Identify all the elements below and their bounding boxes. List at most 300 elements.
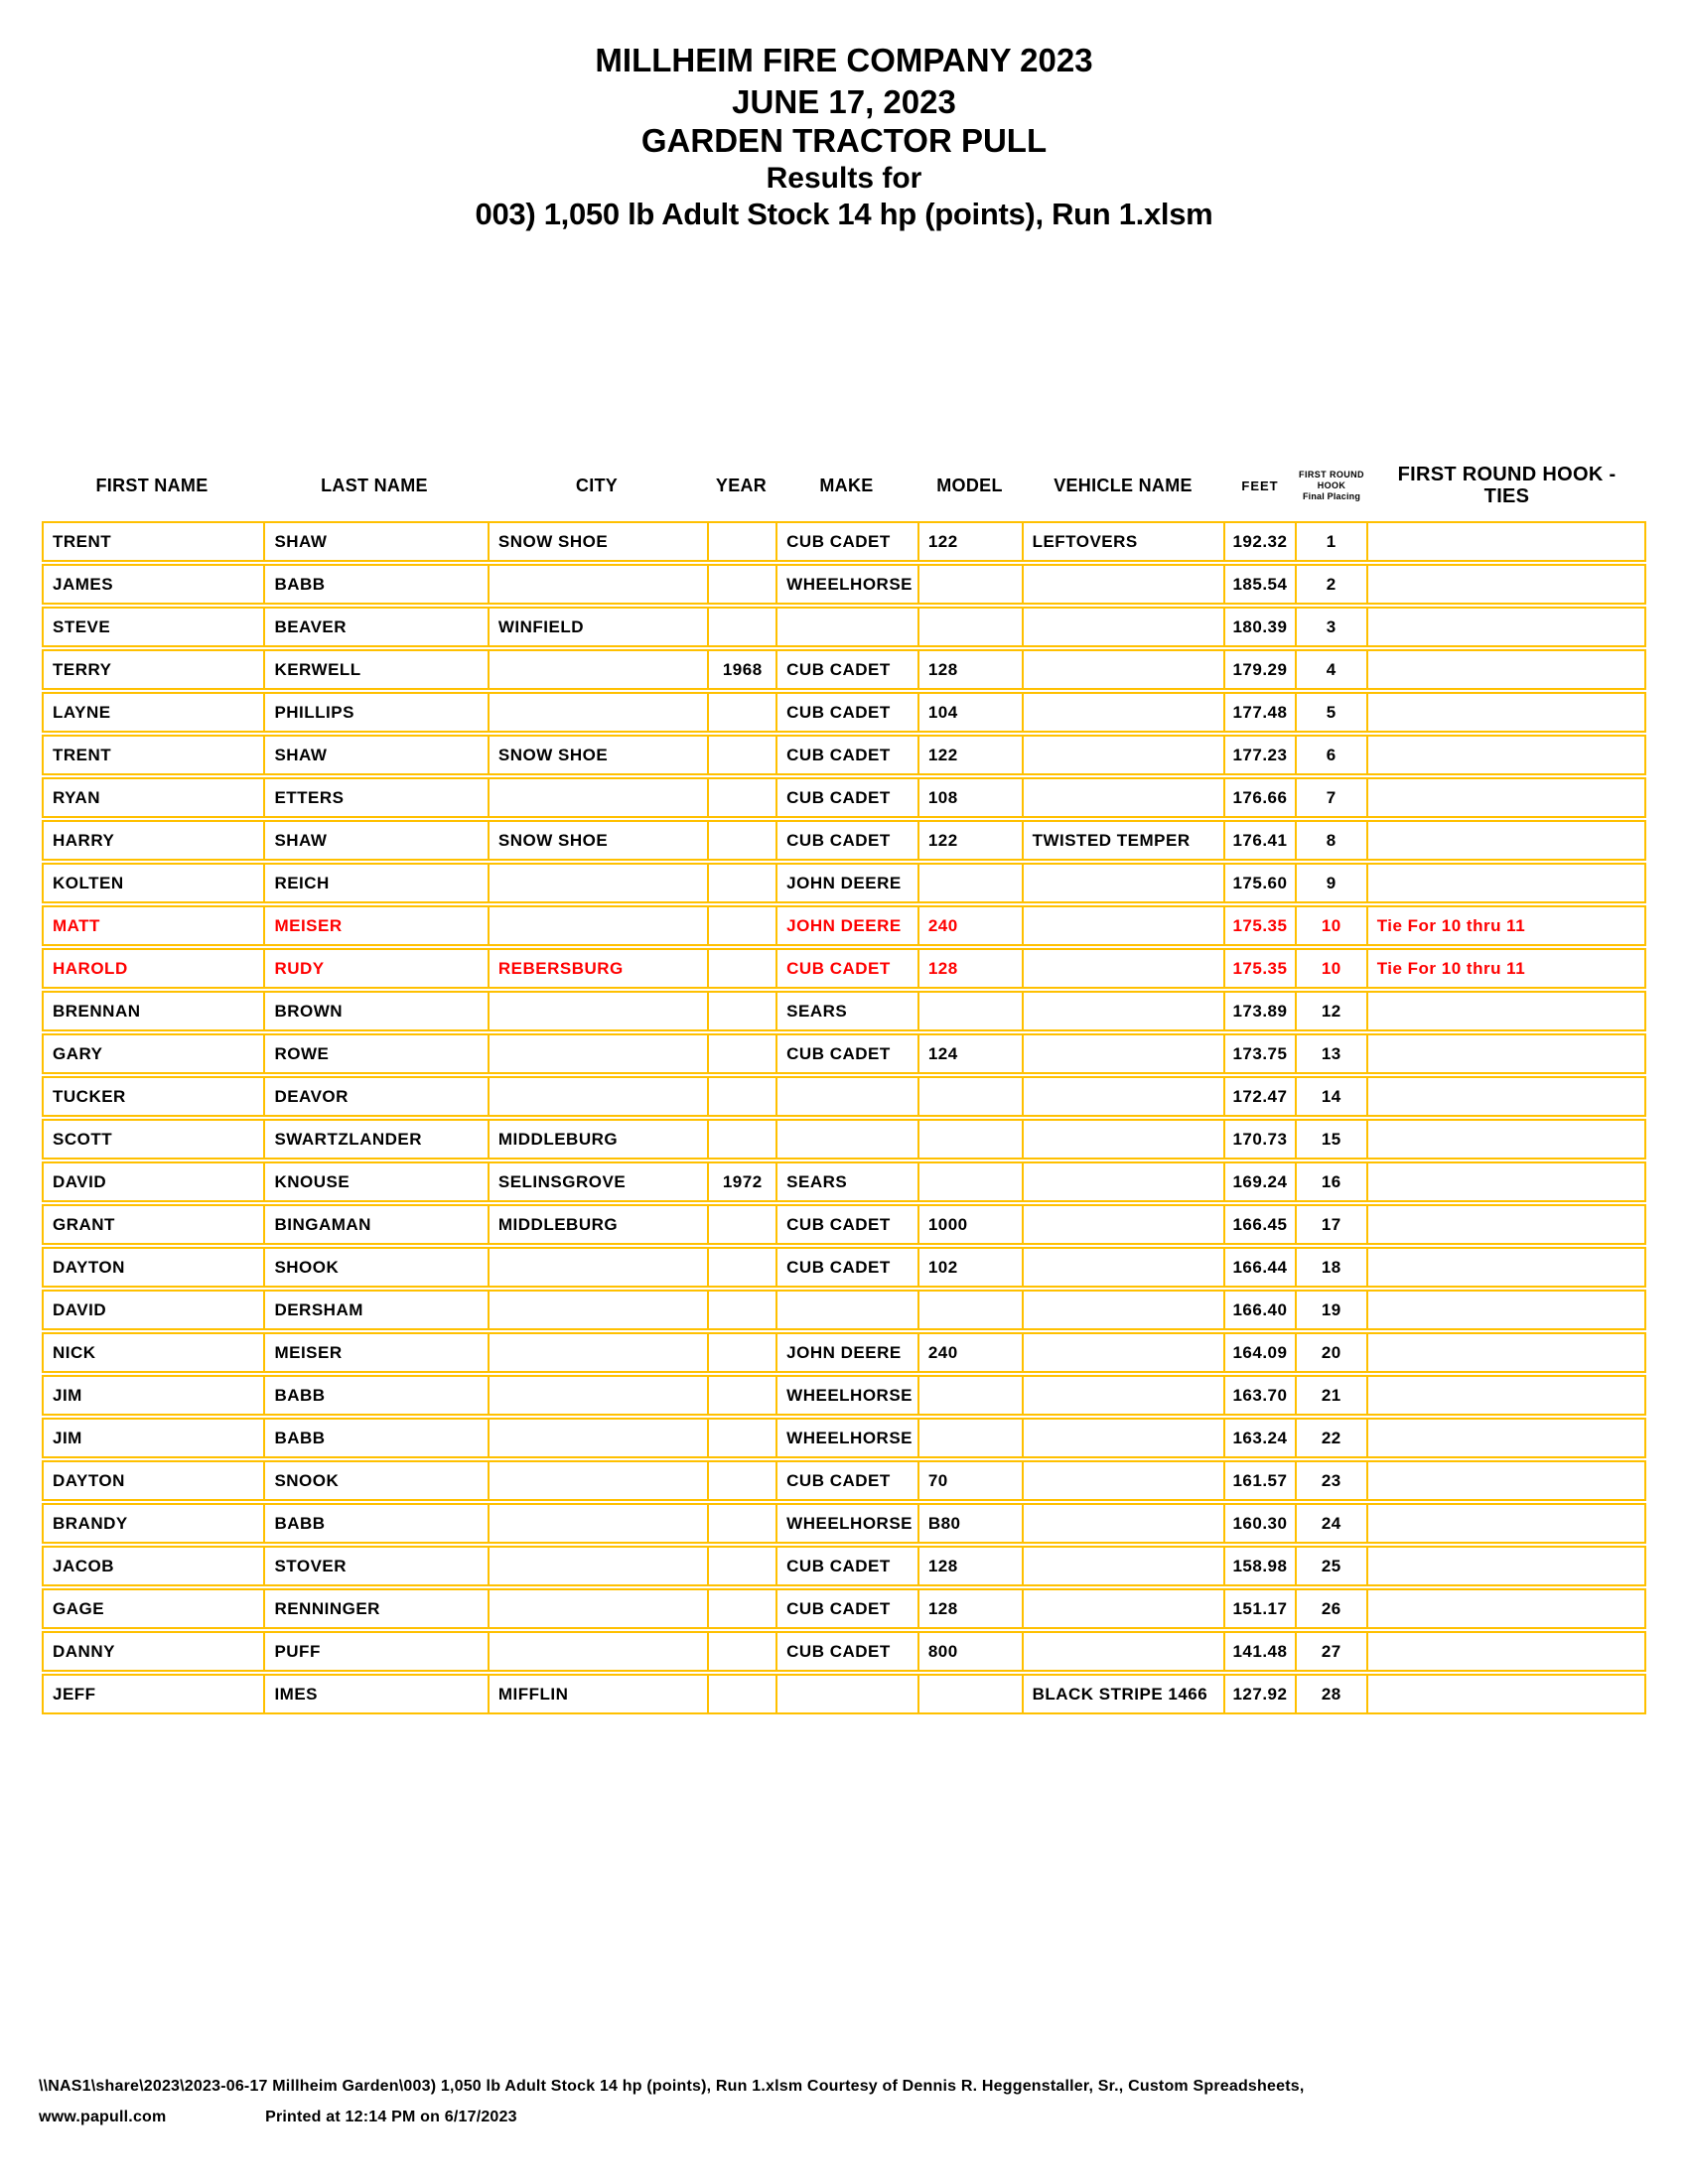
cell-make xyxy=(775,1292,917,1328)
table-row xyxy=(42,1161,1646,1202)
cell-first: SCOTT xyxy=(53,1130,113,1149)
cell-ties: Tie For 10 thru 11 xyxy=(1366,950,1644,987)
cell-make: WHEELHORSE xyxy=(775,1377,917,1414)
cell-last: MEISER xyxy=(263,907,487,944)
cell-city: SELINSGROVE xyxy=(488,1163,707,1200)
cell-feet: 172.47 xyxy=(1223,1078,1295,1115)
cell-model: 124 xyxy=(917,1035,1022,1072)
event-date: JUNE 17, 2023 xyxy=(732,83,956,120)
table-row xyxy=(42,1546,1646,1586)
cell-vehicle xyxy=(1022,779,1224,816)
cell-year xyxy=(707,1462,775,1499)
cell-make: SEARS xyxy=(775,1163,917,1200)
table-row xyxy=(42,1119,1646,1160)
cell-feet: 177.48 xyxy=(1223,694,1295,731)
cell-model xyxy=(917,1292,1022,1328)
table-row xyxy=(42,1674,1646,1714)
cell-year xyxy=(707,1420,775,1456)
cell-year xyxy=(707,1377,775,1414)
cell-first: TRENT xyxy=(53,746,112,764)
cell-year xyxy=(707,1548,775,1584)
cell-make: CUB CADET xyxy=(775,737,917,773)
cell-feet: 160.30 xyxy=(1223,1505,1295,1542)
cell-make: CUB CADET xyxy=(775,1249,917,1286)
cell-make: JOHN DEERE xyxy=(775,1334,917,1371)
cell-last: DERSHAM xyxy=(263,1292,487,1328)
cell-feet: 169.24 xyxy=(1223,1163,1295,1200)
cell-feet: 170.73 xyxy=(1223,1121,1295,1158)
cell-model: 128 xyxy=(917,1590,1022,1627)
cell-city xyxy=(488,1505,707,1542)
cell-place: 13 xyxy=(1295,1035,1366,1072)
cell-model xyxy=(917,609,1022,645)
cell-city: WINFIELD xyxy=(488,609,707,645)
cell-vehicle xyxy=(1022,1377,1224,1414)
cell-last: PHILLIPS xyxy=(263,694,487,731)
cell-year xyxy=(707,737,775,773)
table-row xyxy=(42,607,1646,647)
cell-make: SEARS xyxy=(775,993,917,1029)
cell-place: 10 xyxy=(1295,950,1366,987)
ties-header-line2: TIES xyxy=(1483,485,1530,507)
cell-make: WHEELHORSE xyxy=(775,566,917,603)
cell-year xyxy=(707,694,775,731)
cell-ties: Tie For 10 thru 11 xyxy=(1366,907,1644,944)
cell-first: KOLTEN xyxy=(53,874,124,892)
cell-city: SNOW SHOE xyxy=(488,523,707,560)
cell-place: 23 xyxy=(1295,1462,1366,1499)
cell-model: 70 xyxy=(917,1462,1022,1499)
cell-feet: 151.17 xyxy=(1223,1590,1295,1627)
cell-first: TERRY xyxy=(53,660,112,679)
cell-ties xyxy=(1366,737,1644,773)
cell-make xyxy=(775,1121,917,1158)
cell-ties xyxy=(1366,1420,1644,1456)
cell-vehicle xyxy=(1022,1163,1224,1200)
cell-place: 1 xyxy=(1295,523,1366,560)
cell-ties xyxy=(1366,1078,1644,1115)
cell-model xyxy=(917,1420,1022,1456)
cell-ties xyxy=(1366,1462,1644,1499)
cell-first: JACOB xyxy=(53,1557,115,1575)
cell-last: BABB xyxy=(263,1420,487,1456)
footer-file-path: \\NAS1\share\2023\2023-06-17 Millheim Garden\003) 1,050 lb Adult Stock 14 hp (points), Run 1.xlsm Courtesy of Dennis R. Heggenstaller, Sr., Custom Spreadsheets, xyxy=(39,2078,1305,2095)
cell-city xyxy=(488,1590,707,1627)
cell-ties xyxy=(1366,1121,1644,1158)
cell-model xyxy=(917,865,1022,901)
cell-place: 19 xyxy=(1295,1292,1366,1328)
cell-year xyxy=(707,1334,775,1371)
cell-make: CUB CADET xyxy=(775,1633,917,1670)
cell-vehicle xyxy=(1022,651,1224,688)
cell-place: 18 xyxy=(1295,1249,1366,1286)
cell-feet: 185.54 xyxy=(1223,566,1295,603)
cell-vehicle: BLACK STRIPE 1466 xyxy=(1022,1676,1224,1712)
cell-make: WHEELHORSE xyxy=(775,1505,917,1542)
table-row xyxy=(42,905,1646,946)
cell-first: JAMES xyxy=(53,575,114,594)
cell-ties xyxy=(1366,1676,1644,1712)
document-footer xyxy=(39,2078,1657,2126)
cell-city xyxy=(488,1334,707,1371)
cell-city xyxy=(488,1420,707,1456)
cell-ties xyxy=(1366,694,1644,731)
cell-city: MIFFLIN xyxy=(488,1676,707,1712)
cell-place: 8 xyxy=(1295,822,1366,859)
cell-place: 28 xyxy=(1295,1676,1366,1712)
col-header-ties xyxy=(1367,464,1646,507)
cell-first: RYAN xyxy=(53,788,100,807)
cell-ties xyxy=(1366,1590,1644,1627)
cell-make: CUB CADET xyxy=(775,1548,917,1584)
table-row xyxy=(42,777,1646,818)
cell-last: DEAVOR xyxy=(263,1078,487,1115)
cell-last: IMES xyxy=(263,1676,487,1712)
cell-year xyxy=(707,1633,775,1670)
cell-vehicle xyxy=(1022,1249,1224,1286)
cell-city xyxy=(488,993,707,1029)
cell-city: MIDDLEBURG xyxy=(488,1206,707,1243)
cell-vehicle xyxy=(1022,1035,1224,1072)
cell-last: BABB xyxy=(263,1505,487,1542)
cell-place: 4 xyxy=(1295,651,1366,688)
cell-year xyxy=(707,1035,775,1072)
cell-place: 21 xyxy=(1295,1377,1366,1414)
cell-year xyxy=(707,822,775,859)
cell-year xyxy=(707,523,775,560)
cell-last: SWARTZLANDER xyxy=(263,1121,487,1158)
table-row xyxy=(42,564,1646,605)
cell-year xyxy=(707,1505,775,1542)
cell-model: 104 xyxy=(917,694,1022,731)
cell-model: 128 xyxy=(917,950,1022,987)
cell-last: PUFF xyxy=(263,1633,487,1670)
cell-model xyxy=(917,1163,1022,1200)
cell-vehicle xyxy=(1022,1078,1224,1115)
table-row xyxy=(42,1332,1646,1373)
results-label: Results for xyxy=(766,162,922,195)
table-row xyxy=(42,1033,1646,1074)
cell-model: 240 xyxy=(917,1334,1022,1371)
cell-place: 15 xyxy=(1295,1121,1366,1158)
document-header xyxy=(0,44,1688,232)
cell-place: 2 xyxy=(1295,566,1366,603)
cell-feet: 166.45 xyxy=(1223,1206,1295,1243)
cell-ties xyxy=(1366,1505,1644,1542)
cell-vehicle: TWISTED TEMPER xyxy=(1022,822,1224,859)
cell-vehicle xyxy=(1022,1206,1224,1243)
cell-first: MATT xyxy=(53,916,100,935)
cell-city xyxy=(488,1377,707,1414)
col-header-last-name: LAST NAME xyxy=(321,475,428,495)
table-row xyxy=(42,1418,1646,1458)
cell-year xyxy=(707,1121,775,1158)
cell-first: NICK xyxy=(53,1343,96,1362)
cell-first: JEFF xyxy=(53,1685,96,1704)
cell-city: MIDDLEBURG xyxy=(488,1121,707,1158)
cell-feet: 163.24 xyxy=(1223,1420,1295,1456)
col-header-model: MODEL xyxy=(936,475,1003,495)
cell-vehicle: LEFTOVERS xyxy=(1022,523,1224,560)
footer-printed-timestamp: Printed at 12:14 PM on 6/17/2023 xyxy=(265,2109,517,2125)
table-header-row xyxy=(42,458,1646,513)
cell-feet: 141.48 xyxy=(1223,1633,1295,1670)
cell-make: JOHN DEERE xyxy=(775,865,917,901)
cell-year xyxy=(707,1249,775,1286)
cell-year xyxy=(707,1676,775,1712)
cell-ties xyxy=(1366,865,1644,901)
table-rows xyxy=(42,521,1646,1714)
cell-first: LAYNE xyxy=(53,703,111,722)
table-row xyxy=(42,991,1646,1031)
cell-place: 20 xyxy=(1295,1334,1366,1371)
cell-city: SNOW SHOE xyxy=(488,737,707,773)
cell-city xyxy=(488,694,707,731)
cell-ties xyxy=(1366,822,1644,859)
cell-last: SHAW xyxy=(263,737,487,773)
cell-year xyxy=(707,950,775,987)
cell-model: 108 xyxy=(917,779,1022,816)
cell-vehicle xyxy=(1022,1334,1224,1371)
cell-make: CUB CADET xyxy=(775,651,917,688)
cell-first: DAYTON xyxy=(53,1471,125,1490)
cell-model xyxy=(917,1377,1022,1414)
event-name: GARDEN TRACTOR PULL xyxy=(640,122,1048,159)
hook-header-line1: FIRST ROUND xyxy=(1299,469,1364,479)
cell-city xyxy=(488,1078,707,1115)
cell-vehicle xyxy=(1022,1633,1224,1670)
col-header-first-name: FIRST NAME xyxy=(95,475,209,495)
col-header-make: MAKE xyxy=(819,475,874,495)
cell-last: BABB xyxy=(263,566,487,603)
cell-feet: 175.35 xyxy=(1223,950,1295,987)
cell-ties xyxy=(1366,651,1644,688)
table-row xyxy=(42,948,1646,989)
cell-ties xyxy=(1366,1633,1644,1670)
cell-feet: 158.98 xyxy=(1223,1548,1295,1584)
cell-last: ETTERS xyxy=(263,779,487,816)
cell-year: 1972 xyxy=(707,1163,775,1200)
cell-last: BROWN xyxy=(263,993,487,1029)
cell-year xyxy=(707,865,775,901)
cell-model xyxy=(917,1078,1022,1115)
cell-vehicle xyxy=(1022,1292,1224,1328)
cell-first: GAGE xyxy=(53,1599,105,1618)
cell-model: 1000 xyxy=(917,1206,1022,1243)
cell-last: BEAVER xyxy=(263,609,487,645)
cell-make: CUB CADET xyxy=(775,1206,917,1243)
hook-header-line2: HOOK xyxy=(1317,479,1346,490)
cell-make xyxy=(775,609,917,645)
cell-vehicle xyxy=(1022,1420,1224,1456)
cell-make: CUB CADET xyxy=(775,523,917,560)
cell-ties xyxy=(1366,1206,1644,1243)
cell-vehicle xyxy=(1022,1590,1224,1627)
cell-last: STOVER xyxy=(263,1548,487,1584)
cell-make: CUB CADET xyxy=(775,1035,917,1072)
cell-feet: 161.57 xyxy=(1223,1462,1295,1499)
footer-website: www.papull.com xyxy=(39,2109,167,2125)
cell-place: 5 xyxy=(1295,694,1366,731)
col-header-vehicle-name: VEHICLE NAME xyxy=(1054,475,1193,495)
cell-year xyxy=(707,566,775,603)
table-row xyxy=(42,735,1646,775)
cell-vehicle xyxy=(1022,1462,1224,1499)
cell-make: JOHN DEERE xyxy=(775,907,917,944)
cell-vehicle xyxy=(1022,1505,1224,1542)
table-row xyxy=(42,1290,1646,1330)
cell-ties xyxy=(1366,993,1644,1029)
cell-feet: 127.92 xyxy=(1223,1676,1295,1712)
table-row xyxy=(42,1204,1646,1245)
cell-city: SNOW SHOE xyxy=(488,822,707,859)
cell-first: JIM xyxy=(53,1386,82,1405)
cell-city xyxy=(488,865,707,901)
cell-place: 25 xyxy=(1295,1548,1366,1584)
cell-model: 128 xyxy=(917,651,1022,688)
cell-place: 17 xyxy=(1295,1206,1366,1243)
cell-feet: 177.23 xyxy=(1223,737,1295,773)
cell-place: 3 xyxy=(1295,609,1366,645)
cell-city xyxy=(488,1548,707,1584)
cell-last: BINGAMAN xyxy=(263,1206,487,1243)
page-title: MILLHEIM FIRE COMPANY 2023 xyxy=(595,42,1093,78)
table-row xyxy=(42,863,1646,903)
cell-last: SHAW xyxy=(263,523,487,560)
cell-ties xyxy=(1366,1334,1644,1371)
cell-vehicle xyxy=(1022,907,1224,944)
cell-place: 26 xyxy=(1295,1590,1366,1627)
cell-last: RUDY xyxy=(263,950,487,987)
cell-vehicle xyxy=(1022,737,1224,773)
cell-last: BABB xyxy=(263,1377,487,1414)
cell-make xyxy=(775,1676,917,1712)
col-header-first-round-hook xyxy=(1296,470,1367,502)
cell-last: ROWE xyxy=(263,1035,487,1072)
cell-year xyxy=(707,609,775,645)
cell-vehicle xyxy=(1022,1121,1224,1158)
cell-make: CUB CADET xyxy=(775,1590,917,1627)
cell-city xyxy=(488,1633,707,1670)
cell-model xyxy=(917,1676,1022,1712)
cell-year xyxy=(707,1292,775,1328)
cell-last: KNOUSE xyxy=(263,1163,487,1200)
cell-city xyxy=(488,651,707,688)
cell-year xyxy=(707,1078,775,1115)
cell-feet: 179.29 xyxy=(1223,651,1295,688)
cell-feet: 180.39 xyxy=(1223,609,1295,645)
cell-model xyxy=(917,566,1022,603)
cell-feet: 176.41 xyxy=(1223,822,1295,859)
cell-model xyxy=(917,993,1022,1029)
cell-ties xyxy=(1366,609,1644,645)
cell-place: 16 xyxy=(1295,1163,1366,1200)
cell-year xyxy=(707,993,775,1029)
cell-city: REBERSBURG xyxy=(488,950,707,987)
cell-feet: 175.35 xyxy=(1223,907,1295,944)
cell-make: CUB CADET xyxy=(775,1462,917,1499)
cell-last: SHOOK xyxy=(263,1249,487,1286)
cell-vehicle xyxy=(1022,950,1224,987)
cell-ties xyxy=(1366,1163,1644,1200)
cell-feet: 164.09 xyxy=(1223,1334,1295,1371)
cell-vehicle xyxy=(1022,609,1224,645)
table-row xyxy=(42,1631,1646,1672)
cell-model: 240 xyxy=(917,907,1022,944)
hook-header-line3: Final Placing xyxy=(1302,490,1361,501)
cell-last: RENNINGER xyxy=(263,1590,487,1627)
cell-place: 7 xyxy=(1295,779,1366,816)
col-header-year: YEAR xyxy=(715,475,768,495)
cell-ties xyxy=(1366,1548,1644,1584)
cell-place: 12 xyxy=(1295,993,1366,1029)
cell-feet: 192.32 xyxy=(1223,523,1295,560)
cell-first: HARRY xyxy=(53,831,115,850)
cell-model: 800 xyxy=(917,1633,1022,1670)
cell-feet: 163.70 xyxy=(1223,1377,1295,1414)
table-row xyxy=(42,521,1646,562)
cell-first: GRANT xyxy=(53,1215,115,1234)
cell-first: TRENT xyxy=(53,532,112,551)
cell-last: REICH xyxy=(263,865,487,901)
cell-feet: 173.89 xyxy=(1223,993,1295,1029)
cell-vehicle xyxy=(1022,694,1224,731)
cell-place: 27 xyxy=(1295,1633,1366,1670)
table-row xyxy=(42,1375,1646,1416)
col-header-feet: FEET xyxy=(1241,478,1279,493)
cell-model: B80 xyxy=(917,1505,1022,1542)
cell-feet: 166.40 xyxy=(1223,1292,1295,1328)
cell-ties xyxy=(1366,523,1644,560)
cell-ties xyxy=(1366,1292,1644,1328)
cell-first: BRANDY xyxy=(53,1514,128,1533)
cell-model: 122 xyxy=(917,523,1022,560)
cell-feet: 166.44 xyxy=(1223,1249,1295,1286)
cell-last: KERWELL xyxy=(263,651,487,688)
cell-city xyxy=(488,1292,707,1328)
cell-city xyxy=(488,779,707,816)
cell-year: 1968 xyxy=(707,651,775,688)
cell-ties xyxy=(1366,779,1644,816)
col-header-city: CITY xyxy=(575,475,619,495)
cell-feet: 176.66 xyxy=(1223,779,1295,816)
cell-ties xyxy=(1366,1035,1644,1072)
cell-first: JIM xyxy=(53,1429,82,1447)
cell-ties xyxy=(1366,566,1644,603)
cell-place: 14 xyxy=(1295,1078,1366,1115)
cell-vehicle xyxy=(1022,566,1224,603)
table-row xyxy=(42,820,1646,861)
cell-first: GARY xyxy=(53,1044,103,1063)
table-row xyxy=(42,649,1646,690)
table-row xyxy=(42,1247,1646,1288)
cell-first: TUCKER xyxy=(53,1087,126,1106)
cell-make: CUB CADET xyxy=(775,779,917,816)
cell-city xyxy=(488,1035,707,1072)
cell-vehicle xyxy=(1022,993,1224,1029)
cell-model: 128 xyxy=(917,1548,1022,1584)
cell-year xyxy=(707,1206,775,1243)
cell-first: STEVE xyxy=(53,617,111,636)
cell-year xyxy=(707,779,775,816)
cell-make xyxy=(775,1078,917,1115)
cell-city xyxy=(488,907,707,944)
cell-city xyxy=(488,566,707,603)
cell-year xyxy=(707,907,775,944)
cell-first: BRENNAN xyxy=(53,1002,141,1021)
cell-make: CUB CADET xyxy=(775,822,917,859)
cell-city xyxy=(488,1462,707,1499)
